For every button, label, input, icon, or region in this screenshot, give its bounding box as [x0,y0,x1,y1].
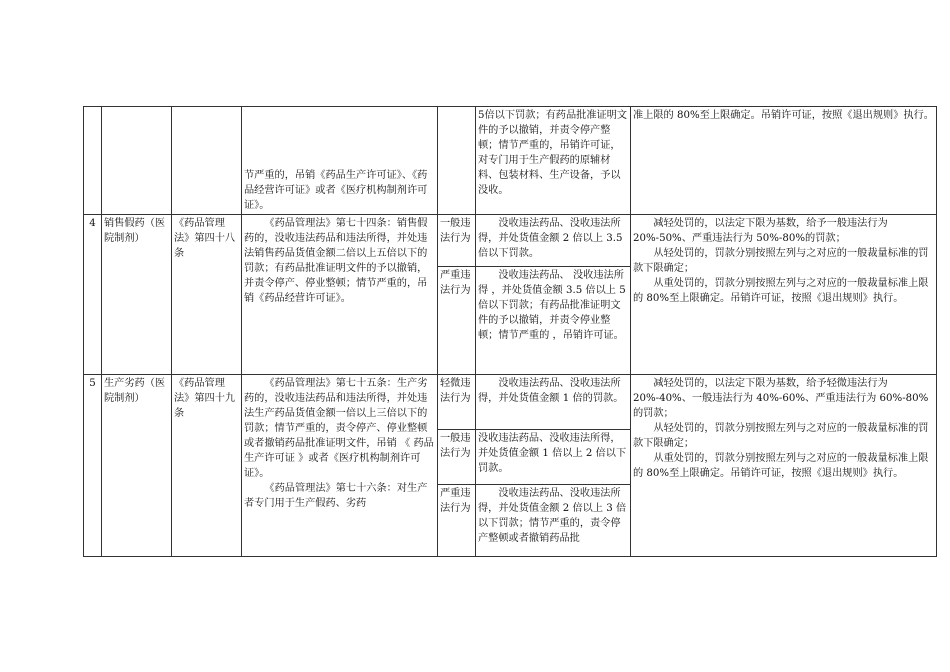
row-number-cell: 5 [84,375,102,557]
penalty-text: 没收违法药品、没收违法所得，并处货值金额 2 倍以上 3.5 倍以下罚款。 [478,218,623,259]
penalty-standard-table [83,106,937,557]
penalty-text: 没收违法药品、没收违法所得，并处货值金额 1 倍以上 2 倍以下罚款。 [478,433,627,474]
legal-basis-cell: 《药品管理法》第四十八条 [172,215,242,375]
violation-type-cell: 严重违法行为 [438,485,476,557]
provision-text: 《药品管理法》第七十四条：销售假药的，没收违法药品和违法所得，并处违法销售药品货值金额二倍以上五倍以下的罚款；有药品批准证明文件的予以撤销，并责令停产、停业整顿；情节严重的，吊销《药品经营许可证》。 [244,218,428,304]
penalty-cell [476,267,631,375]
penalty-text: 没收违法药品、没收违法所得，并处货值金额 1 倍的罚款。 [478,378,624,404]
standard-text: 从重处罚的，罚款分别按照左列与之对应的一般裁量标准上限的 80%至上限确定。吊销许可证，按照《退出规则》执行。 [633,453,929,479]
standard-text: 从轻处罚的，罚款分别按照左列与之对应的一般裁量标准的罚款下限确定； [633,423,929,449]
violation-type-cell: 严重违法行为 [438,267,476,375]
violation-name-cell [102,107,172,215]
penalty-provision-cell [242,107,438,215]
standard-text: 从轻处罚的，罚款分别按照左列与之对应的一般裁量标准的罚款下限确定； [633,248,929,274]
standard-text: 减轻处罚的，以法定下限为基数，给予一般违法行为 20%-50%、严重违法行为 50%-80%的罚款； [633,218,888,244]
violation-name-cell: 销售假药（医院制剂） [102,215,172,375]
penalty-cell [476,430,631,485]
penalty-cell [476,485,631,557]
penalty-text: 没收违法药品、没收违法所得，并处货值金额 2 倍以上 3 倍以下罚款；情节严重的，责令停产整顿或者撤销药品批 [478,488,627,544]
violation-type-cell: 轻微违法行为 [438,375,476,430]
violation-type-cell: 一般违法行为 [438,430,476,485]
provision-text: 节严重的，吊销《药品生产许可证》、《药品经营许可证》或者《医疗机构制剂许可证》。 [244,170,428,211]
penalty-cell [476,107,631,215]
row-number-cell [84,107,102,215]
standard-text: 减轻处罚的，以法定下限为基数，给予轻微违法行为 20%-40%、一般违法行为 40%-60%、严重违法行为 60%-80%的罚款； [633,378,929,419]
discretion-standard-cell [631,375,937,557]
discretion-standard-cell [631,215,937,375]
table-row [84,107,937,215]
violation-type-cell: 一般违法行为 [438,215,476,267]
table-row [84,215,937,267]
penalty-cell [476,215,631,267]
provision-text: 《药品管理法》第七十六条：对生产者专门用于生产假药、劣药 [244,483,428,509]
penalty-text: 5倍以下罚款；有药品批准证明文件的予以撤销，并责令停产整顿；情节严重的，吊销许可证，对专门用于生产假药的原辅材料、包装材料、生产设备，予以没收。 [478,110,628,196]
standard-text: 从重处罚的，罚款分别按照左列与之对应的一般裁量标准上限的 80%至上限确定。吊销许可证，按照《退出规则》执行。 [633,278,929,304]
row-number-cell: 4 [84,215,102,375]
violation-type-cell [438,107,476,215]
penalty-provision-cell [242,375,438,557]
standard-text: 准上限的 80%至上限确定。吊销许可证，按照《退出规则》执行。 [633,110,934,121]
legal-basis-cell: 《药品管理法》第四十九条 [172,375,242,557]
violation-name-cell: 生产劣药（医院制剂） [102,375,172,557]
penalty-cell [476,375,631,430]
penalty-text: 没收违法药品、 没收违法所得 ，并处货值金额 3.5 倍以上 5 倍以下罚款；有药品批准证明文件的予以撤销，并责令停业整顿；情节严重的 ，吊销许可证。 [478,270,626,341]
penalty-provision-cell [242,215,438,375]
provision-text: 《药品管理法》第七十五条：生产劣药的，没收违法药品和违法所得，并处违法生产药品货值金额一倍以上三倍以下的罚款；情节严重的，责令停产、停业整顿或者撤销药品批准证明文件，吊销 《 药品生产许可证 》或者《医疗机构制剂许可证》。 [244,378,434,479]
discretion-standard-cell [631,107,937,215]
table-row [84,375,937,430]
legal-basis-cell [172,107,242,215]
